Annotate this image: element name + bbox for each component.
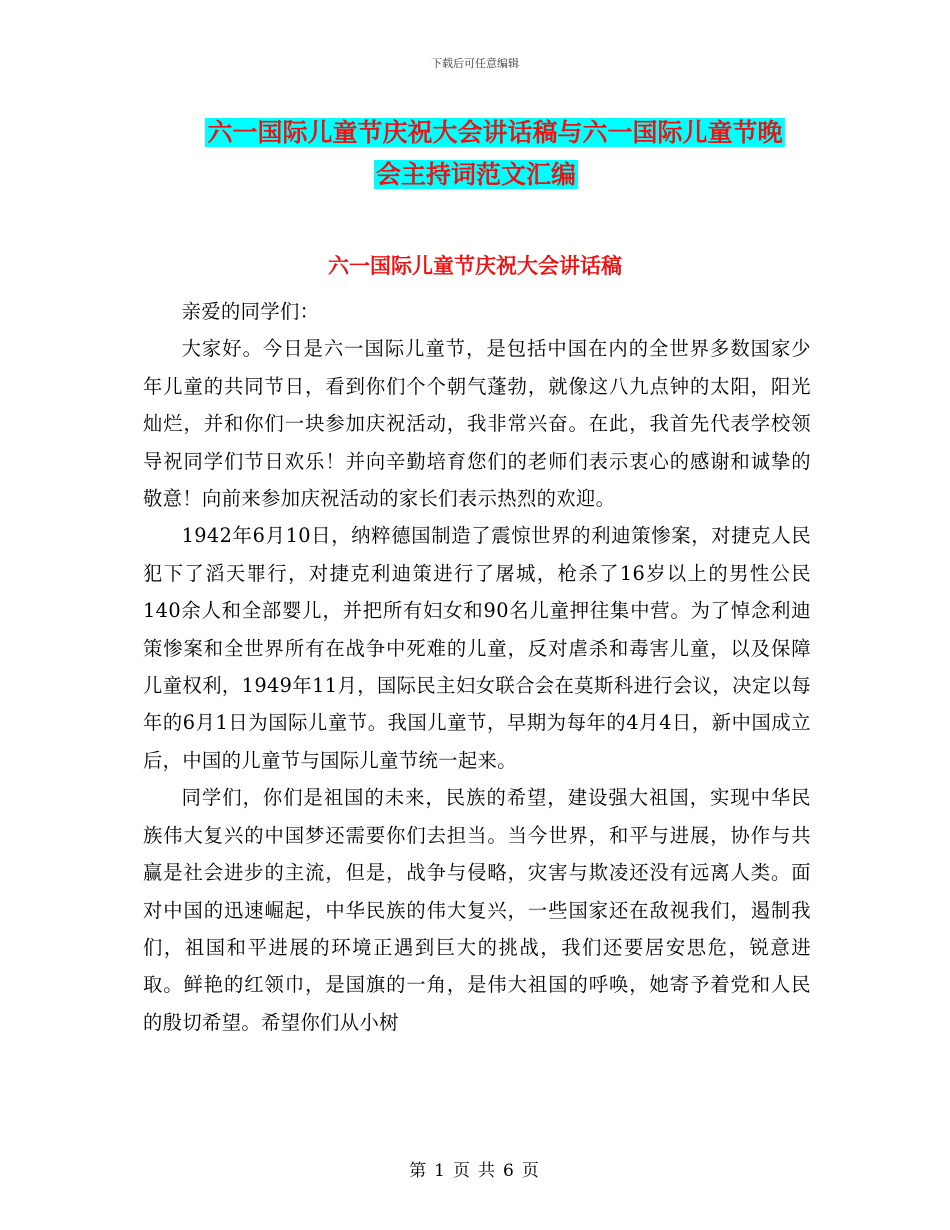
- title-line-1: [0, 112, 950, 154]
- title-line-2-text: 会主持词范文汇编: [375, 160, 576, 189]
- footer-current-page: 1: [434, 1161, 447, 1181]
- title-line-1-text: 六一国际儿童节庆祝大会讲话稿与六一国际儿童节晚: [207, 118, 783, 147]
- section-title: 六一国际儿童节庆祝大会讲话稿: [328, 254, 622, 278]
- header-note: 下载后可任意编辑: [431, 57, 519, 70]
- document-title: [0, 112, 950, 196]
- footer-label-page: 第: [409, 1161, 429, 1181]
- footer-label-total: 共: [478, 1161, 497, 1181]
- footer-label-ye-2: 页: [521, 1161, 541, 1181]
- paragraph: 同学们，你们是祖国的未来，民族的希望，建设强大祖国，实现中华民族伟大复兴的中国梦还需要你们去担当。当今世界，和平与进展，协作与共赢是社会进步的主流，但是，战争与侵略，灾害与欺凌还没有远离人类。面对中国的迅速崛起，中华民族的伟大复兴，一些国家还在敌视我们，遏制我们，祖国和平进展的环境正遇到巨大的挑战，我们还要居安思危，锐意进取。鲜艳的红领巾，是国旗的一角，是伟大祖国的呼唤，她寄予着党和人民的殷切希望。希望你们从小树: [143, 786, 811, 1034]
- paragraph: 大家好。今日是六一国际儿童节，是包括中国在内的全世界多数国家少年儿童的共同节日，看到你们个个朝气蓬勃，就像这八九点钟的太阳，阳光灿烂，并和你们一块参加庆祝活动，我非常兴奋。在此，我首先代表学校领导祝同学们节日欢乐！并向辛勤培育您们的老师们表示衷心的感谢和诚挚的敬意！向前来参加庆祝活动的家长们表示热烈的欢迎。: [143, 337, 811, 511]
- page-footer: [0, 1156, 950, 1181]
- footer-label-ye: 页: [453, 1161, 472, 1181]
- paragraph-salutation: 亲爱的同学们：: [181, 300, 320, 323]
- document-body: [143, 293, 811, 1041]
- footer-total-pages: 6: [503, 1161, 516, 1181]
- title-line-2: [0, 154, 950, 196]
- paragraph: 1942年6月10日，纳粹德国制造了震惊世界的利迪策惨案，对捷克人民犯下了滔天罪行，对捷克利迪策进行了屠城，枪杀了16岁以上的男性公民140余人和全部婴儿，并把所有妇女和90名儿童押往集中营。为了悼念利迪策惨案和全世界所有在战争中死难的儿童，反对虐杀和毒害儿童，以及保障儿童权利，1949年11月，国际民主妇女联合会在莫斯科进行会议，决定以每年的6月1日为国际儿童节。我国儿童节，早期为每年的4月4日，新中国成立后，中国的儿童节与国际儿童节统一起来。: [143, 524, 811, 772]
